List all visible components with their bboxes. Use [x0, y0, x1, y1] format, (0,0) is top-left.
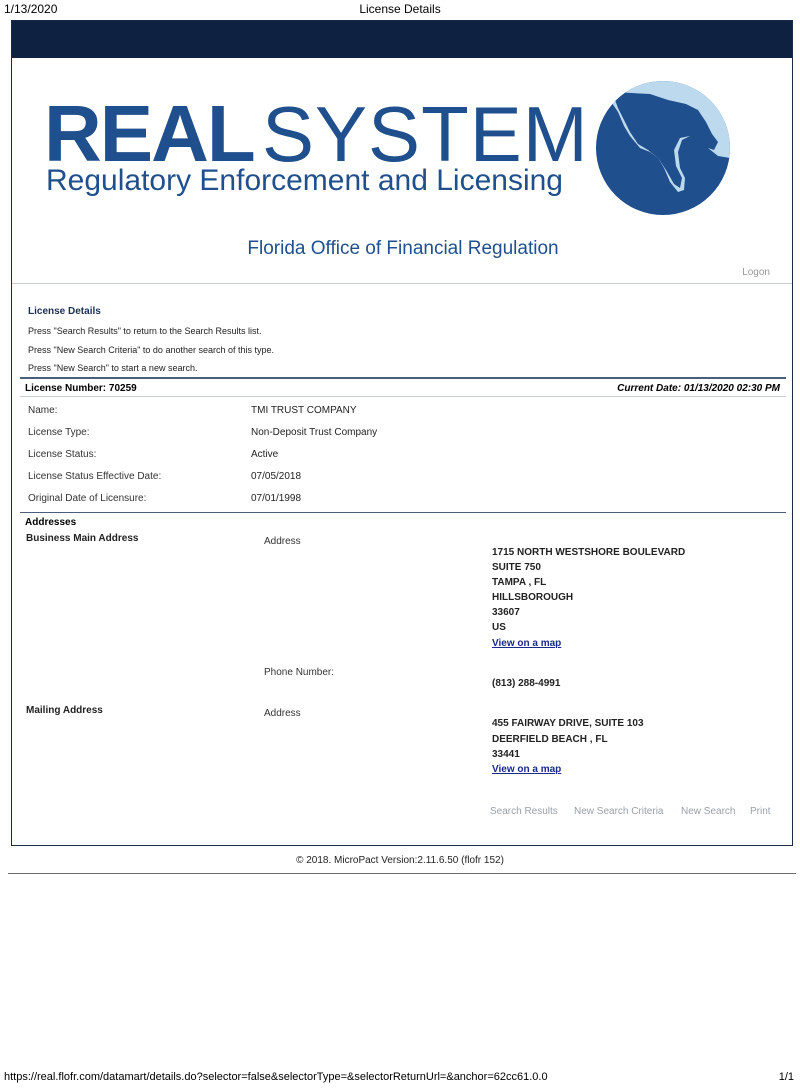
print-link[interactable]: Print [750, 806, 771, 817]
new-search-criteria-link[interactable]: New Search Criteria [574, 806, 664, 817]
phone-label: Phone Number: [264, 667, 335, 678]
business-address-line: 33607 [492, 607, 520, 618]
addresses-heading: Addresses [25, 517, 77, 528]
field-label-license-type: License Type: [28, 427, 90, 438]
mailing-address-line: 33441 [492, 749, 520, 760]
business-address-line: US [492, 622, 506, 633]
field-label-license-status: License Status: [28, 449, 97, 460]
field-value-license-status: Active [251, 449, 279, 460]
new-search-link[interactable]: New Search [681, 806, 736, 817]
print-date: 1/13/2020 [4, 2, 58, 16]
field-label-status-effective-date: License Status Effective Date: [28, 471, 162, 482]
business-address-line: 1715 NORTH WESTSHORE BOULEVARD [492, 547, 686, 558]
logon-link[interactable]: Logon [742, 267, 770, 278]
license-number: License Number: 70259 [25, 383, 137, 394]
print-footer-page: 1/1 [778, 1071, 794, 1083]
business-address-line: TAMPA , FL [492, 577, 547, 588]
logo-wordmark-bold: REAL [44, 89, 254, 178]
field-label-original-licensure-date: Original Date of Licensure: [28, 493, 147, 504]
logo-tagline: Regulatory Enforcement and Licensing [46, 164, 563, 197]
mailing-view-map-link[interactable]: View on a map [492, 764, 562, 775]
copyright: © 2018. MicroPact Version:2.11.6.50 (flofr 152) [296, 855, 504, 866]
header-bar [12, 21, 792, 58]
mailing-address-type: Mailing Address [26, 705, 103, 716]
logo-wordmark-light: SYSTEM [262, 90, 589, 178]
divider [20, 512, 786, 513]
instruction-line: Press "Search Results" to return to the Search Results list. [28, 326, 262, 336]
office-name: Florida Office of Financial Regulation [247, 238, 559, 259]
search-results-link[interactable]: Search Results [490, 806, 558, 817]
instruction-line: Press "New Search Criteria" to do another search of this type. [28, 345, 275, 355]
section-title: License Details [28, 306, 101, 317]
divider [20, 396, 786, 397]
field-label-name: Name: [28, 405, 58, 416]
mailing-address-label: Address [264, 708, 301, 719]
print-footer-url: https://real.flofr.com/datamart/details.do?selector=false&selectorType=&selectorReturnUrl=&anchor=62cc61.0.0 [4, 1071, 548, 1083]
mailing-address-line: DEERFIELD BEACH , FL [492, 734, 608, 745]
mailing-address-line: 455 FAIRWAY DRIVE, SUITE 103 [492, 718, 644, 729]
field-value-license-type: Non-Deposit Trust Company [251, 427, 378, 438]
business-view-map-link[interactable]: View on a map [492, 638, 562, 649]
business-address-type: Business Main Address [26, 533, 139, 544]
field-value-name: TMI TRUST COMPANY [251, 405, 357, 416]
current-date: Current Date: 01/13/2020 02:30 PM [617, 383, 780, 394]
field-value-original-licensure-date: 07/01/1998 [251, 493, 302, 504]
divider [8, 873, 796, 874]
print-title: License Details [359, 2, 441, 16]
business-address-label: Address [264, 536, 301, 547]
instruction-line: Press "New Search" to start a new search. [28, 363, 198, 373]
divider [12, 283, 792, 284]
phone-value: (813) 288-4991 [492, 678, 561, 689]
business-address-line: HILLSBOROUGH [492, 592, 574, 603]
business-address-line: SUITE 750 [492, 562, 541, 573]
field-value-status-effective-date: 07/05/2018 [251, 471, 302, 482]
florida-globe-icon [590, 78, 740, 218]
divider [20, 377, 786, 379]
